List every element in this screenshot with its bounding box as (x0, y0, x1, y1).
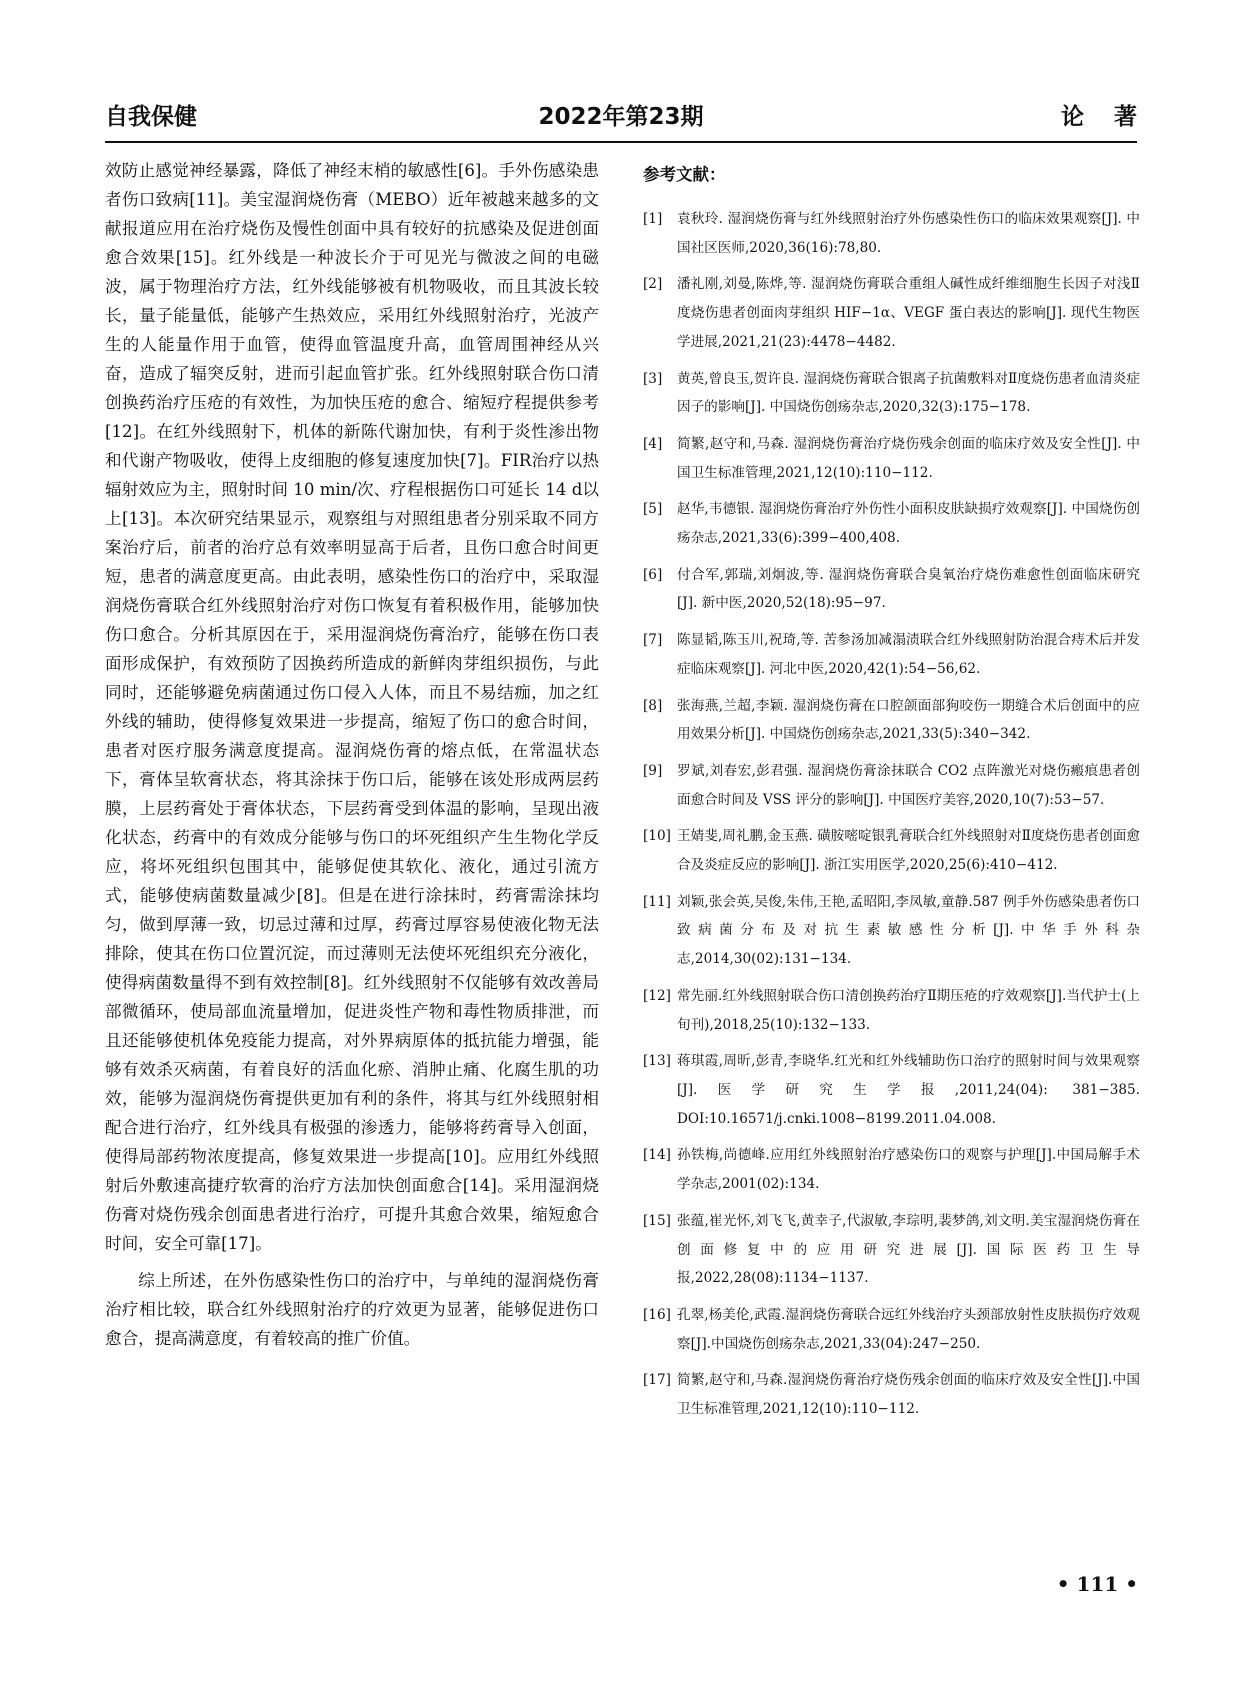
reference-number: [1] (643, 211, 663, 227)
journal-name: 自我保健 (105, 104, 197, 130)
body-paragraph: 效防止感觉神经暴露，降低了神经末梢的敏感性[6]。手外伤感染患者伤口致病[11]。美宝湿润烧伤膏（MEBO）近年被越来越多的文献报道应用在治疗烧伤及慢性创面中具有较好的抗感染及促进创面愈合效果[15]。红外线是一种波长介于可见光与微波之间的电磁波，属于物理治疗方法，红外线能够被有机物吸收，而且其波长较长，量子能量低，能够产生热效应，采用红外线照射治疗，光波产生的人能量作用于血管，使得血管温度升高，血管周围神经从兴奋，造成了辐突反射，进而引起血管扩张。红外线照射联合伤口清创换药治疗压疮的有效性，为加快压疮的愈合、缩短疗程提供参考[12]。在红外线照射下，机体的新陈代谢加快，有利于炎性渗出物和代谢产物吸收，使得上皮细胞的修复速度加快[7]。FIR治疗以热辐射效应为主，照射时间 10 min/次、疗程根据伤口可延长 14 d以上[13]。本次研究结果显示，观察组与对照组患者分别采取不同方案治疗后，前者的治疗总有效率明显高于后者，且伤口愈合时间更短，患者的满意度更高。由此表明，感染性伤口的治疗中，采取湿润烧伤膏联合红外线照射治疗对伤口恢复有着积极作用，能够加快伤口愈合。分析其原因在于，采用湿润烧伤膏治疗，能够在伤口表面形成保护，有效预防了因换药所造成的新鲜肉芽组织损伤，与此同时，还能够避免病菌通过伤口侵入人体，而且不易结痂，加之红外线的辅助，使得修复效果进一步提高，缩短了伤口的愈合时间，患者对医疗服务满意度提高。湿润烧伤膏的熔点低，在常温状态下，膏体呈软膏状态，将其涂抹于伤口后，能够在该处形成两层药膜，上层药膏处于膏体状态，下层药膏受到体温的影响，呈现出液化状态，药膏中的有效成分能够与伤口的坏死组织产生生物化学反应，将坏死组织包围其中，能够促使其软化、液化，通过引流方式，能够使病菌数量减少[8]。但是在进行涂抹时，药膏需涂抹均匀，做到厚薄一致，切忌过薄和过厚，药膏过厚容易使液化物无法排除，使其在伤口位置沉淀，而过薄则无法使坏死组织充分液化，使得病菌数量得不到有效控制[8]。红外线照射不仅能够有效改善局部微循环，使局部血流量增加，促进炎性产物和毒性物质排泄，而且还能够使机体免疫能力提高，对外界病原体的抵抗能力增强，能够有效杀灭病菌，有着良好的活血化瘀、消肿止痛、化腐生肌的功效，能够为湿润烧伤膏提供更加有利的条件，将其与红外线照射相配合进行治疗，红外线具有极强的渗透力，能够将药膏导入创面，使得局部药物浓度提高，修复效果进一步提高[10]。应用红外线照射后外敷速高捷疗软膏的治疗方法加快创面愈合[14]。采用湿润烧伤膏对烧伤残余创面患者进行治疗，可提升其愈合效果，缩短愈合时间，安全可靠[17]。 (105, 161, 599, 1253)
reference-text: 黄英,曾良玉,贺许良. 湿润烧伤膏联合银离子抗菌敷料对Ⅱ度烧伤患者血清炎症因子的影响[J]. 中国烧伤创疡杂志,2020,32(3):175−178. (677, 370, 1140, 416)
reference-item (643, 626, 1140, 683)
reference-text: 张蕴,崔光怀,刘飞飞,黄幸子,代淑敏,李琮明,裴梦鸽,刘文明.美宝湿润烧伤膏在创面修复中的应用研究进展[J].国际医药卫生导报,2022,28(08):1134−1137. (677, 1212, 1140, 1287)
reference-text: 简繁,赵守和,马森.湿润烧伤膏治疗烧伤残余创面的临床疗效及安全性[J].中国卫生标准管理,2021,12(10):110−112. (677, 1372, 1140, 1418)
reference-item (643, 1141, 1140, 1198)
reference-number: [14] (643, 1147, 671, 1164)
conclusion-paragraph: 综上所述，在外伤感染性伤口的治疗中，与单纯的湿润烧伤膏治疗相比较，联合红外线照射治疗的疗效更为显著，能够促进伤口愈合，提高满意度，有着较高的推广价值。 (105, 1271, 599, 1348)
section-label: 论著 (1061, 104, 1167, 130)
reference-number: [3] (643, 370, 663, 387)
reference-number: [11] (643, 893, 671, 910)
reference-text: 罗斌,刘春宏,彭君强. 湿润烧伤膏涂抹联合 CO2 点阵激光对烧伤瘢痕患者创面愈合时间及 VSS 评分的影响[J]. 中国医疗美容,2020,10(7):53−57. (677, 762, 1140, 808)
reference-list (643, 205, 1140, 1424)
reference-item (643, 1366, 1140, 1423)
reference-text: 陈显韬,陈玉川,祝琦,等. 苦参汤加减溻渍联合红外线照射防治混合痔术后并发症临床观察[J]. 河北中医,2020,42(1):54−56,62. (677, 632, 1140, 677)
reference-text: 袁秋玲. 湿润烧伤膏与红外线照射治疗外伤感染性伤口的临床效果观察[J]. 中国社区医师,2020,36(16):78,80. (677, 211, 1140, 256)
reference-item (643, 888, 1140, 974)
reference-number: [16] (643, 1306, 671, 1323)
reference-text: 简繁,赵守和,马森. 湿润烧伤膏治疗烧伤残余创面的临床疗效及安全性[J]. 中国卫生标准管理,2021,12(10):110−112. (677, 435, 1140, 481)
reference-item (643, 757, 1140, 814)
reference-number: [9] (643, 762, 663, 779)
header-rule (105, 141, 1137, 143)
reference-number: [12] (643, 987, 671, 1004)
reference-text: 孔翠,杨美伦,武霞.湿润烧伤膏联合远红外线治疗头颈部放射性皮肤损伤疗效观察[J].中国烧伤创疡杂志,2021,33(04):247−250. (677, 1306, 1140, 1352)
reference-item (643, 205, 1140, 262)
references-title: 参考文献： (643, 165, 726, 184)
reference-text: 付合军,郭瑞,刘炯波,等. 湿润烧伤膏联合臭氧治疗烧伤难愈性创面临床研究[J]. 新中医,2020,52(18):95−97. (677, 566, 1140, 612)
reference-item (643, 1207, 1140, 1293)
reference-text: 常先丽.红外线照射联合伤口清创换药治疗Ⅱ期压疮的疗效观察[J].当代护士(上旬刊),2018,25(10):132−133. (677, 987, 1140, 1033)
reference-item (643, 1047, 1140, 1133)
body-column (105, 156, 599, 1546)
reference-text: 蒋琪霞,周昕,彭青,李晓华.红光和红外线辅助伤口治疗的照射时间与效果观察[J].医学研究生学报,2011,24(04): 381−385. DOI:10.16571/j.cnki.1008−8199.2011.04.008. (677, 1053, 1140, 1127)
reference-number: [2] (643, 276, 663, 293)
reference-number: [17] (643, 1372, 671, 1389)
reference-text: 张海燕,兰超,李颖. 湿润烧伤膏在口腔颌面部狗咬伤一期缝合术后创面中的应用效果分析[J]. 中国烧伤创疡杂志,2021,33(5):340−342. (677, 697, 1140, 743)
reference-text: 王婧斐,周礼鹏,金玉燕. 磺胺嘧啶银乳膏联合红外线照射对Ⅱ度烧伤患者创面愈合及炎症反应的影响[J]. 浙江实用医学,2020,25(6):410−412. (677, 828, 1140, 874)
page-header (105, 101, 1167, 133)
reference-item (643, 692, 1140, 749)
reference-text: 潘礼刚,刘曼,陈烨,等. 湿润烧伤膏联合重组人碱性成纤维细胞生长因子对浅Ⅱ度烧伤患者创面肉芽组织 HIF−1α、VEGF 蛋白表达的影响[J]. 现代生物医学进展,2021,21(23):4478−4482. (677, 276, 1140, 350)
reference-item (643, 982, 1140, 1039)
page-number: • 111 • (1056, 1572, 1138, 1596)
reference-item (643, 822, 1140, 879)
references-column (643, 164, 1140, 1548)
reference-number: [5] (643, 501, 663, 518)
issue-label: 2022年第23期 (538, 104, 704, 130)
reference-number: [10] (643, 828, 671, 845)
reference-item (643, 270, 1140, 356)
reference-number: [8] (643, 697, 663, 714)
reference-number: [4] (643, 435, 663, 452)
reference-item (643, 365, 1140, 422)
reference-item (643, 430, 1140, 487)
reference-item (643, 495, 1140, 552)
reference-item (643, 561, 1140, 618)
reference-text: 刘颖,张会英,吴俊,朱伟,王艳,孟昭阳,李凤敏,童静.587 例手外伤感染患者伤口致病菌分布及对抗生素敏感性分析[J].中华手外科杂志,2014,30(02):131−134. (677, 893, 1140, 968)
reference-item (643, 1301, 1140, 1358)
reference-number: [7] (643, 632, 663, 649)
reference-number: [6] (643, 566, 663, 583)
reference-number: [15] (643, 1212, 671, 1229)
reference-text: 赵华,韦德银. 湿润烧伤膏治疗外伤性小面积皮肤缺损疗效观察[J]. 中国烧伤创疡杂志,2021,33(6):399−400,408. (677, 501, 1140, 547)
reference-text: 孙铁梅,尚德峰.应用红外线照射治疗感染伤口的观察与护理[J].中国局解手术学杂志,2001(02):134. (677, 1147, 1140, 1193)
reference-number: [13] (643, 1053, 671, 1070)
